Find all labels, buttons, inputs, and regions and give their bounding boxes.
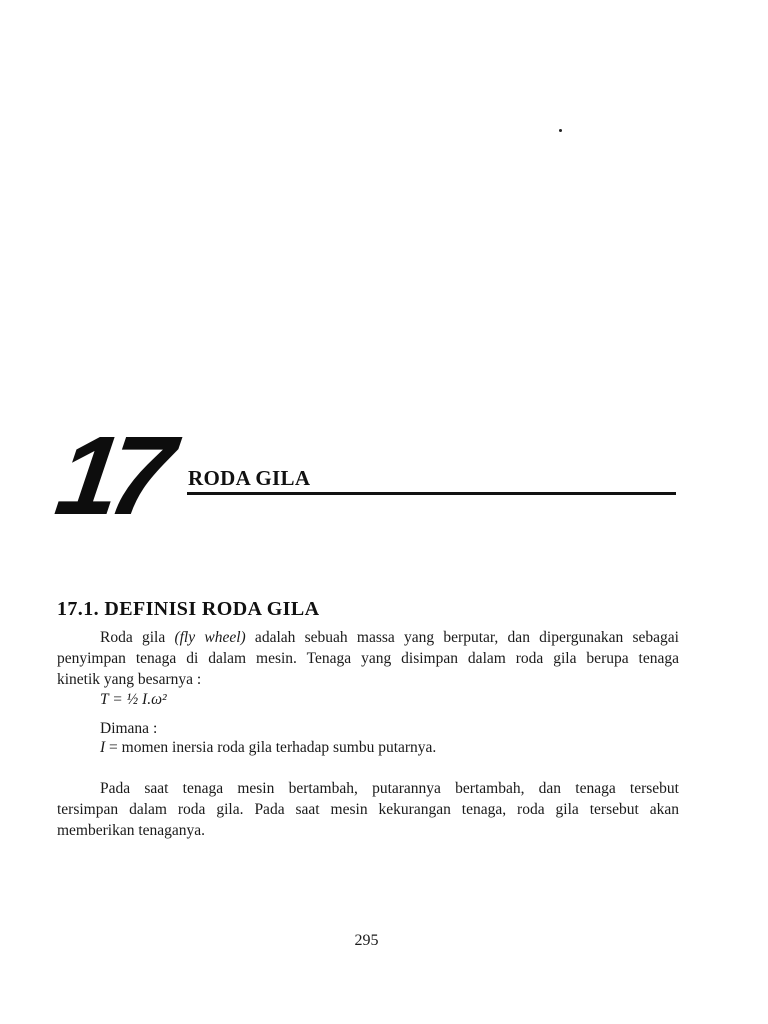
paragraph-definition <box>57 627 679 690</box>
paragraph-line: Pada saat tenaga mesin bertambah, putarannya bertambah, dan tenaga tersebut <box>100 780 679 797</box>
variable-description: = momen inersia roda gila terhadap sumbu putarnya. <box>105 739 437 756</box>
chapter-title: RODA GILA <box>188 466 311 490</box>
chapter-number: 17 <box>49 413 172 538</box>
variable-definition <box>100 739 436 757</box>
paragraph-line: memberikan tenaganya. <box>57 822 206 839</box>
variable-symbol: I <box>100 739 106 756</box>
paragraph-text: adalah sebuah massa yang berputar, dan dipergunakan sebagai <box>245 629 679 646</box>
kinetic-energy-formula: T = ½ I.ω² <box>100 691 167 708</box>
paragraph-line: kinetik yang besarnya : <box>57 671 202 688</box>
paragraph-explanation <box>57 778 679 841</box>
chapter-title-rule <box>187 492 676 495</box>
paragraph-lead: Roda gila <box>100 629 175 646</box>
italic-term: (fly wheel) <box>174 629 246 646</box>
paragraph-line: tersimpan dalam roda gila. Pada saat mesin kekurangan tenaga, roda gila tersebut akan <box>57 801 679 818</box>
paragraph-line <box>57 627 679 648</box>
paragraph-line: penyimpan tenaga di dalam mesin. Tenaga yang disimpan dalam roda gila berupa tenaga <box>57 650 679 667</box>
section-heading: 17.1. DEFINISI RODA GILA <box>57 598 320 620</box>
where-label: Dimana : <box>100 720 158 737</box>
scan-speck <box>559 129 562 132</box>
page-number: 295 <box>354 932 379 949</box>
